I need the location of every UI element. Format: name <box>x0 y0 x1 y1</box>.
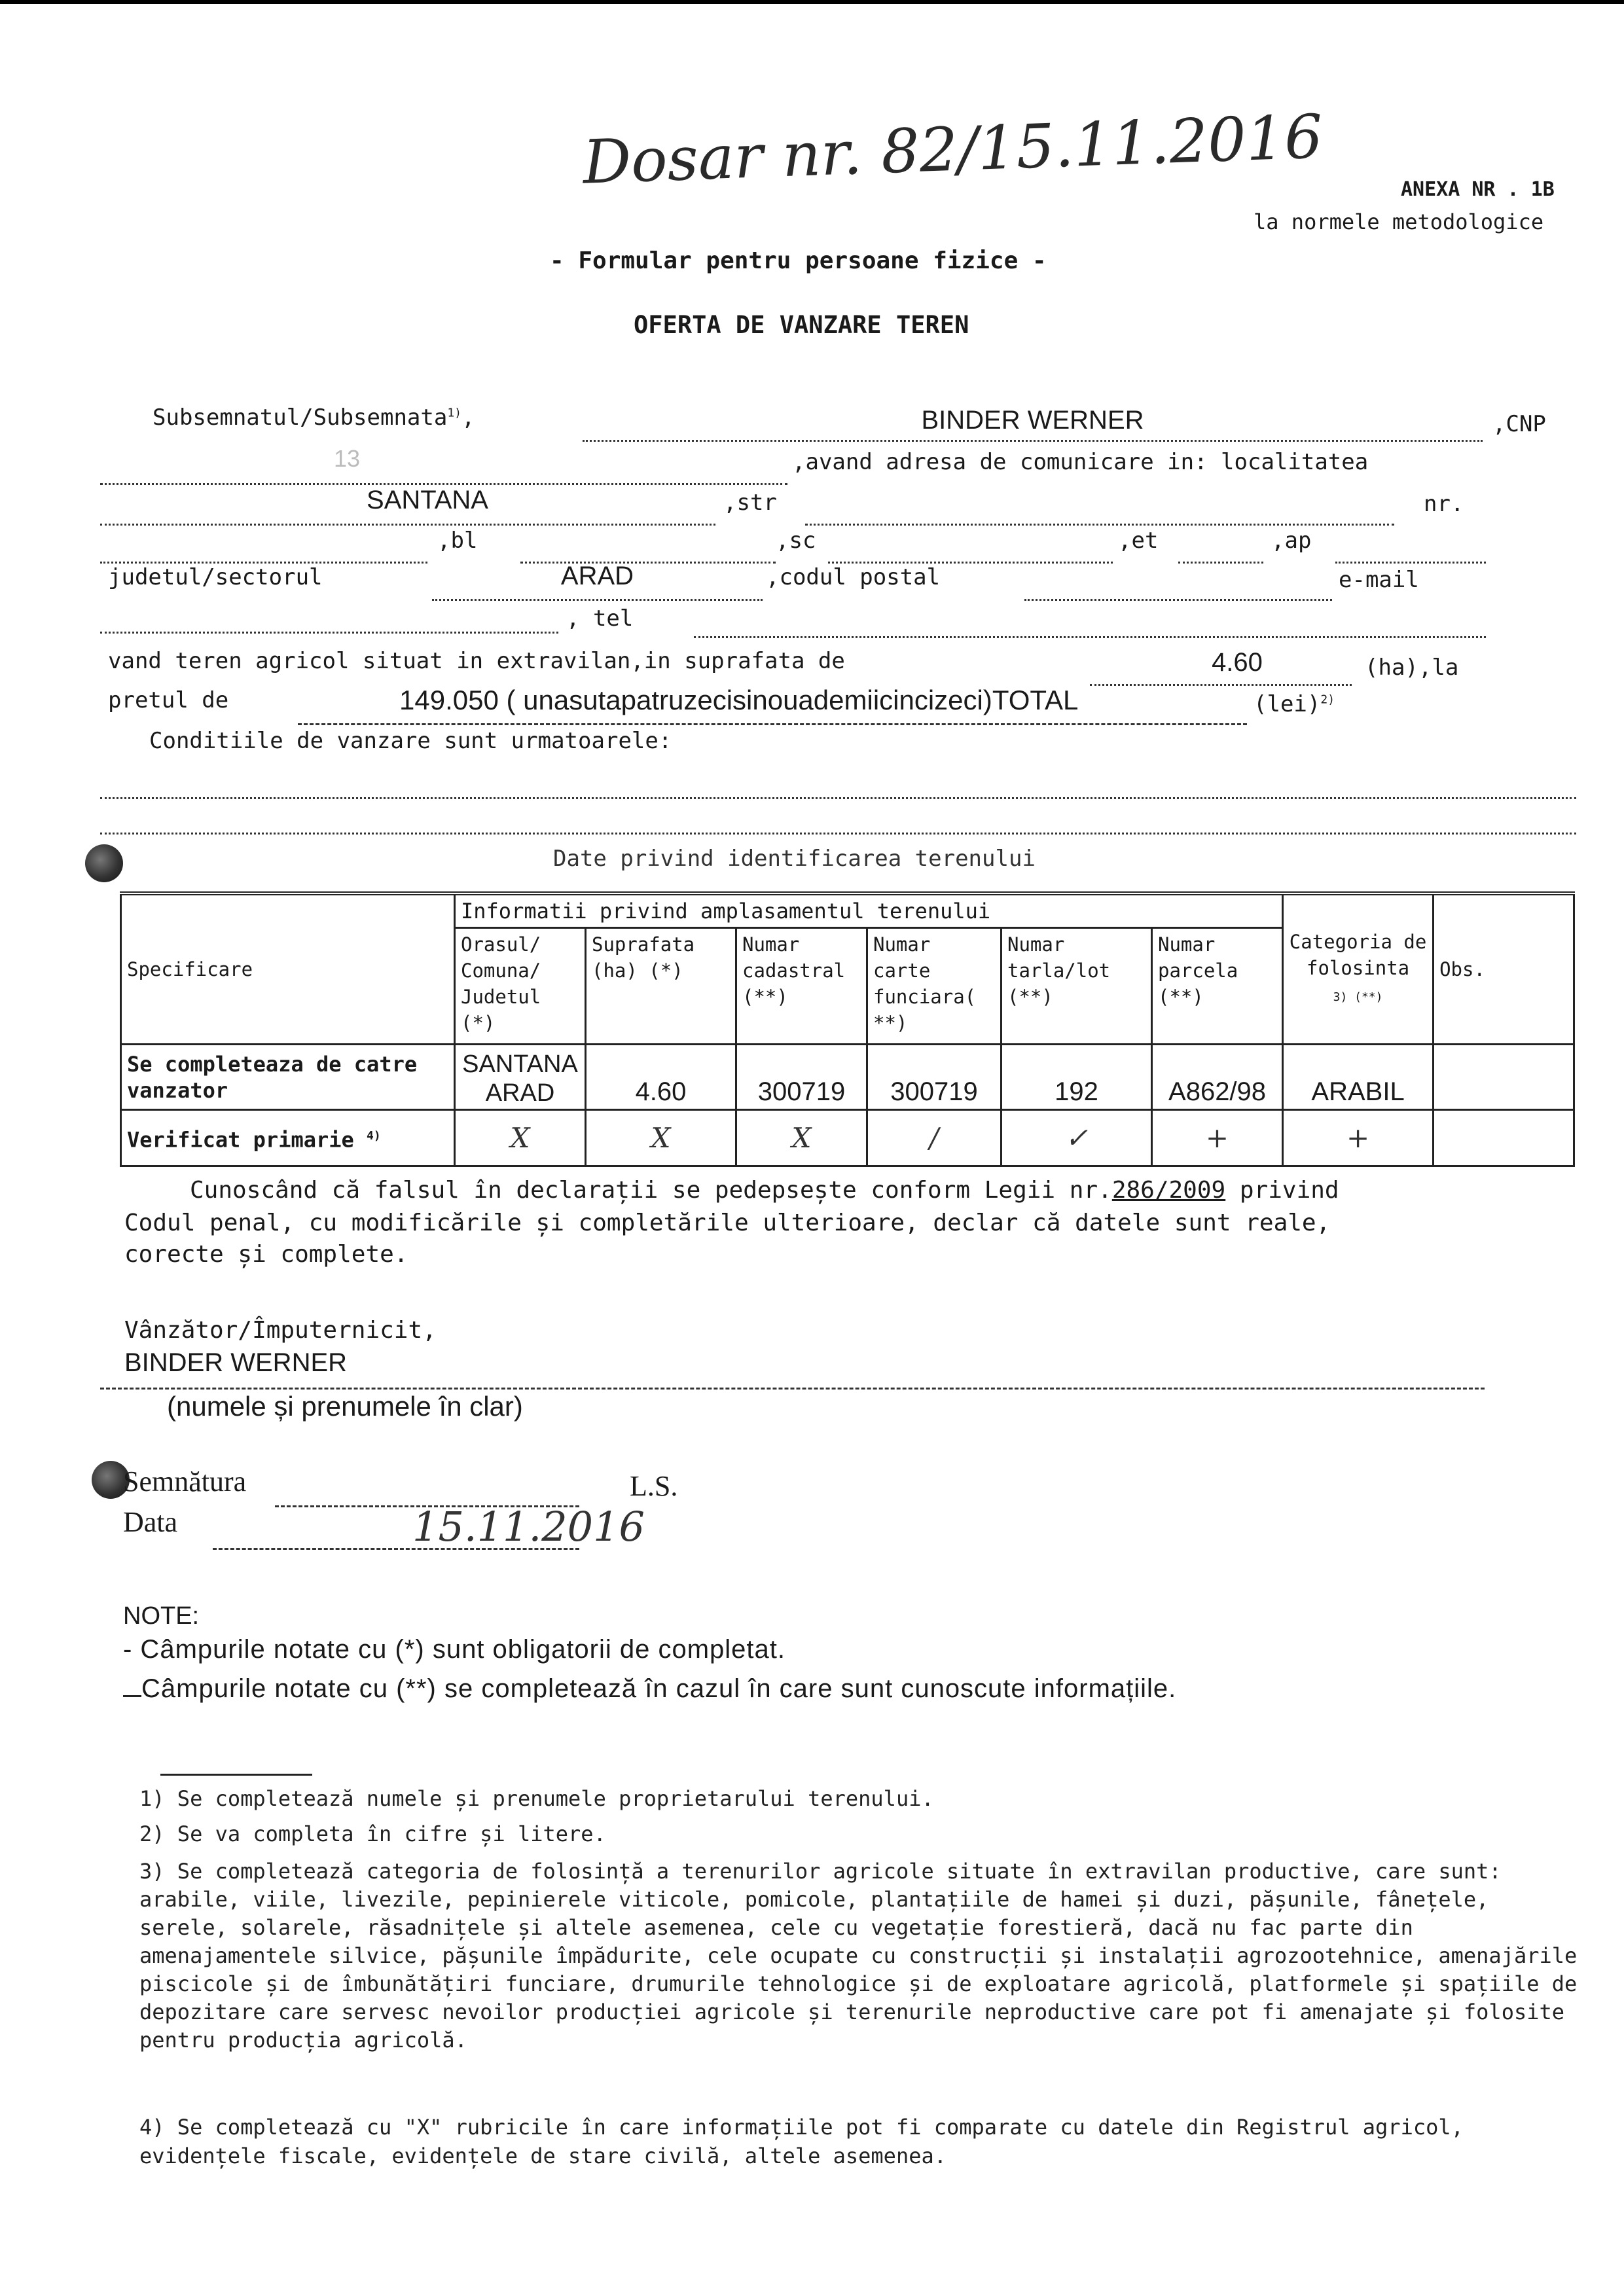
footnote-4: 4) Se completează cu "X" rubricile în care informațiile pot fi comparate cu datele din Registrul agricol, evidențele fiscale, evidențele de stare civilă, altele asemenea. <box>139 2115 1464 2168</box>
header-categoria: Categoria de folosinta 3) (**) <box>1283 893 1434 1045</box>
cell-parcela[interactable]: A862/98 <box>1152 1045 1283 1110</box>
field-seller-name[interactable]: BINDER WERNER <box>124 1348 348 1377</box>
note-1: - Câmpurile notate cu (*) sunt obligatorii de completat. <box>123 1635 786 1664</box>
land-identification-table <box>120 891 1575 1167</box>
label-ap: ,ap <box>1271 528 1312 554</box>
table-caption: Date privind identificarea terenului <box>553 846 1036 872</box>
label-pret: pretul de <box>108 687 229 713</box>
annex-number: ANEXA NR . 1B <box>1401 178 1555 201</box>
header-parcela: Numar parcela (**) <box>1152 928 1283 1045</box>
cell-cadastral[interactable]: 300719 <box>736 1045 867 1110</box>
label-bl: ,bl <box>437 528 478 554</box>
cell-categoria[interactable]: ARABIL <box>1283 1045 1434 1110</box>
field-name[interactable]: BINDER WERNER <box>921 406 1144 435</box>
cell-orasul[interactable]: SANTANA ARAD <box>455 1045 586 1110</box>
label-semnatura: Semnătura <box>123 1465 247 1498</box>
check-suprafata[interactable]: X <box>586 1110 736 1166</box>
header-orasul: Orasul/ Comuna/ Judetul (*) <box>455 928 586 1045</box>
label-et: ,et <box>1118 528 1159 554</box>
label-str: ,str <box>723 490 777 516</box>
label-codul-postal: ,codul postal <box>766 564 941 590</box>
row-label-primarie: Verificat primarie $^{4)}$ <box>121 1110 455 1166</box>
field-date[interactable]: 15.11.2016 <box>412 1503 645 1551</box>
label-ls: L.S. <box>630 1470 678 1502</box>
footnote-1: 1) Se completează numele și prenumele proprietarului terenului. <box>139 1786 934 1811</box>
declaration-line2: Codul penal, cu modificările și completările ulterioare, declar că datele sunt reale, <box>124 1210 1331 1236</box>
footnote-separator <box>160 1774 312 1776</box>
handwritten-dosar: Dosar nr. 82/15.11.2016 <box>581 101 1324 198</box>
footnote-2: 2) Se va completa în cifre și litere. <box>139 1821 606 1846</box>
field-price[interactable]: 149.050 ( unasutapatruzecisinouademiicincizeci)TOTAL <box>399 685 1079 715</box>
check-parcela[interactable]: + <box>1152 1110 1283 1166</box>
annex-subtitle: la normele metodologice <box>1254 209 1544 234</box>
offer-line: vand teren agricol situat in extravilan,in suprafata de <box>108 648 845 674</box>
row-label-vanzator: Se completeaza de catre vanzator <box>121 1045 455 1110</box>
footnote-3: 3) Se completează categoria de folosință a terenurilor agricole situate în extravilan productive, care sunt: arabile, viile, livezile, pepinierele viticole, pomicole, plantațiile de hamei și duzi, pășunile, fânețele, serele, solarele, răsadnițele și altele asemenea, cele cu vegetație forestieră, dacă nu fac parte din amenajamentele silvice, pășunile împădurite, cele ocupate cu construcții și instalații agrozootehnice, amenajările piscicole și de îmbunătățiri funciare, drumurile tehnologice și de exploatare agricolă, platformele și spațiile de depozitare care servesc nevoilor producției agricole și terenurile neproductive care pot fi amenajate și folosite pentru producția agricolă. <box>139 1859 1578 2053</box>
declaration-line3: corecte și complete. <box>124 1241 408 1268</box>
label-sc: ,sc <box>776 528 816 554</box>
check-tarla[interactable]: ✓ <box>1001 1110 1152 1166</box>
cell-suprafata[interactable]: 4.60 <box>586 1045 736 1110</box>
cell-tarla[interactable]: 192 <box>1001 1045 1152 1110</box>
note-2: Câmpurile notate cu (**) se completează în cazul în care sunt cunoscute informațiile. <box>123 1674 1176 1704</box>
header-suprafata: Suprafata (ha) (*) <box>586 928 736 1045</box>
header-tarla: Numar tarla/lot (**) <box>1001 928 1152 1045</box>
notes-title: NOTE: <box>123 1602 200 1630</box>
page-title: OFERTA DE VANZARE TEREN <box>634 311 969 339</box>
check-cadastral[interactable]: X <box>736 1110 867 1166</box>
label-email: e-mail <box>1339 567 1419 593</box>
label-numele-clar: (numele și prenumele în clar) <box>167 1391 523 1422</box>
punch-hole-top <box>85 844 123 882</box>
form-type: - Formular pentru persoane fizice - <box>550 247 1047 274</box>
check-categoria[interactable]: + <box>1283 1110 1434 1166</box>
header-carte: Numar carte funciara( **) <box>867 928 1001 1045</box>
check-carte[interactable]: / <box>867 1110 1001 1166</box>
label-nr: nr. <box>1424 491 1464 517</box>
header-cadastral: Numar cadastral (**) <box>736 928 867 1045</box>
label-adresa: ,avand adresa de comunicare in: localitatea <box>792 449 1369 475</box>
label-data: Data <box>123 1506 178 1538</box>
label-judet: judetul/sectorul <box>108 564 323 590</box>
cell-carte[interactable]: 300719 <box>867 1045 1001 1110</box>
header-amplasament: Informatii privind amplasamentul terenului <box>455 893 1283 928</box>
label-conditions: Conditiile de vanzare sunt urmatoarele: <box>149 728 672 754</box>
label-price-unit: (lei)$^{2)}$ <box>1254 691 1335 717</box>
header-obs: Obs. <box>1434 893 1574 1045</box>
label-vanzator: Vânzător/Împuternicit, <box>124 1317 437 1344</box>
field-area[interactable]: 4.60 <box>1212 648 1263 677</box>
header-specificare: Specificare <box>121 893 455 1045</box>
check-obs[interactable] <box>1434 1110 1574 1166</box>
label-subsemnatul: Subsemnatul/Subsemnata$^{1)}$, <box>153 404 475 431</box>
label-area-unit: (ha),la <box>1365 655 1459 681</box>
declaration-line1: Cunoscând că falsul în declarații se pedepsește conform Legii nr.286/2009 privind <box>190 1177 1339 1204</box>
table-row-primarie <box>121 1110 1574 1166</box>
cell-obs[interactable] <box>1434 1045 1574 1110</box>
check-orasul[interactable]: X <box>455 1110 586 1166</box>
field-localitate[interactable]: SANTANA <box>367 486 488 514</box>
table-row-vanzator <box>121 1045 1574 1110</box>
field-judet[interactable]: ARAD <box>560 562 634 590</box>
field-cnp[interactable]: 13 <box>334 445 361 472</box>
scan-top-edge <box>0 0 1624 4</box>
label-tel: , tel <box>566 605 634 632</box>
label-cnp: ,CNP <box>1492 411 1546 437</box>
